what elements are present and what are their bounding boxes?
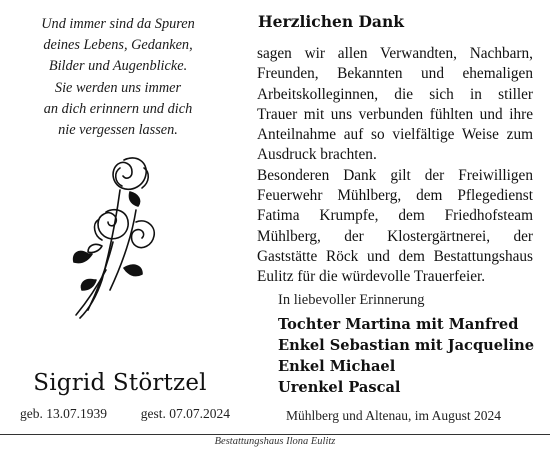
poem-line: Bilder und Augenblicke. (48, 58, 188, 75)
rose-icon (58, 150, 168, 320)
birth-date: geb. 13.07.1939 (20, 406, 107, 421)
thanks-line: Gaststätte Röck und dem Bestattungshaus (257, 247, 533, 265)
thanks-text (257, 44, 533, 288)
thanks-line: Freunden, Bekannten und ehemaligen (257, 65, 533, 83)
thanks-line: Eulitz für die würdevolle Trauerfeier. (257, 268, 486, 286)
poem-line: Sie werden uns immer (54, 79, 182, 96)
thanks-line: sagen wir allen Verwandten, Nachbarn, (257, 45, 533, 62)
thanks-line: Anteilnahme auf so vielfältige Weise zum (257, 126, 533, 144)
remembrance-intro: In liebevoller Erinnerung (278, 292, 425, 308)
place-date: Mühlberg und Altenau, im August 2024 (286, 408, 501, 423)
family-member: Enkel Sebastian mit Jacqueline (278, 337, 535, 354)
thanks-line: Trauer mit uns verbunden fühlten und ihre (257, 105, 533, 123)
poem-line: deines Lebens, Gedanken, (43, 37, 193, 54)
family-member: Tochter Martina mit Manfred (278, 316, 519, 333)
footer-divider (0, 434, 550, 435)
death-date: gest. 07.07.2024 (140, 406, 230, 421)
life-dates (20, 406, 230, 422)
thanks-line: Besonderen Dank gilt der Freiwilligen (257, 166, 533, 184)
thanks-line: Ausdruck brachten. (257, 146, 377, 164)
thanks-line: Feuerwehr Mühlberg, dem Pflegedienst (257, 187, 533, 205)
thanks-line: Fatima Krumpfe, dem Friedhofsteam (257, 207, 533, 225)
thanks-line: Mühlberg, der Klostergärtnerei, der (257, 227, 533, 245)
poem-line: nie vergessen lassen. (58, 122, 178, 139)
poem-line: Und immer sind da Spuren (41, 16, 195, 32)
poem-line: an dich erinnern und dich (43, 100, 193, 117)
thanks-title: Herzlichen Dank (258, 12, 404, 31)
family-member: Urenkel Pascal (278, 379, 401, 396)
thanks-line: Arbeitskolleginnen, die sich in stiller (257, 85, 533, 103)
deceased-name: Sigrid Störtzel (33, 370, 207, 396)
funeral-home-credit: Bestattungshaus Ilona Eulitz (214, 436, 336, 447)
family-list (278, 314, 534, 398)
poem (18, 14, 218, 141)
family-member: Enkel Michael (278, 358, 396, 375)
